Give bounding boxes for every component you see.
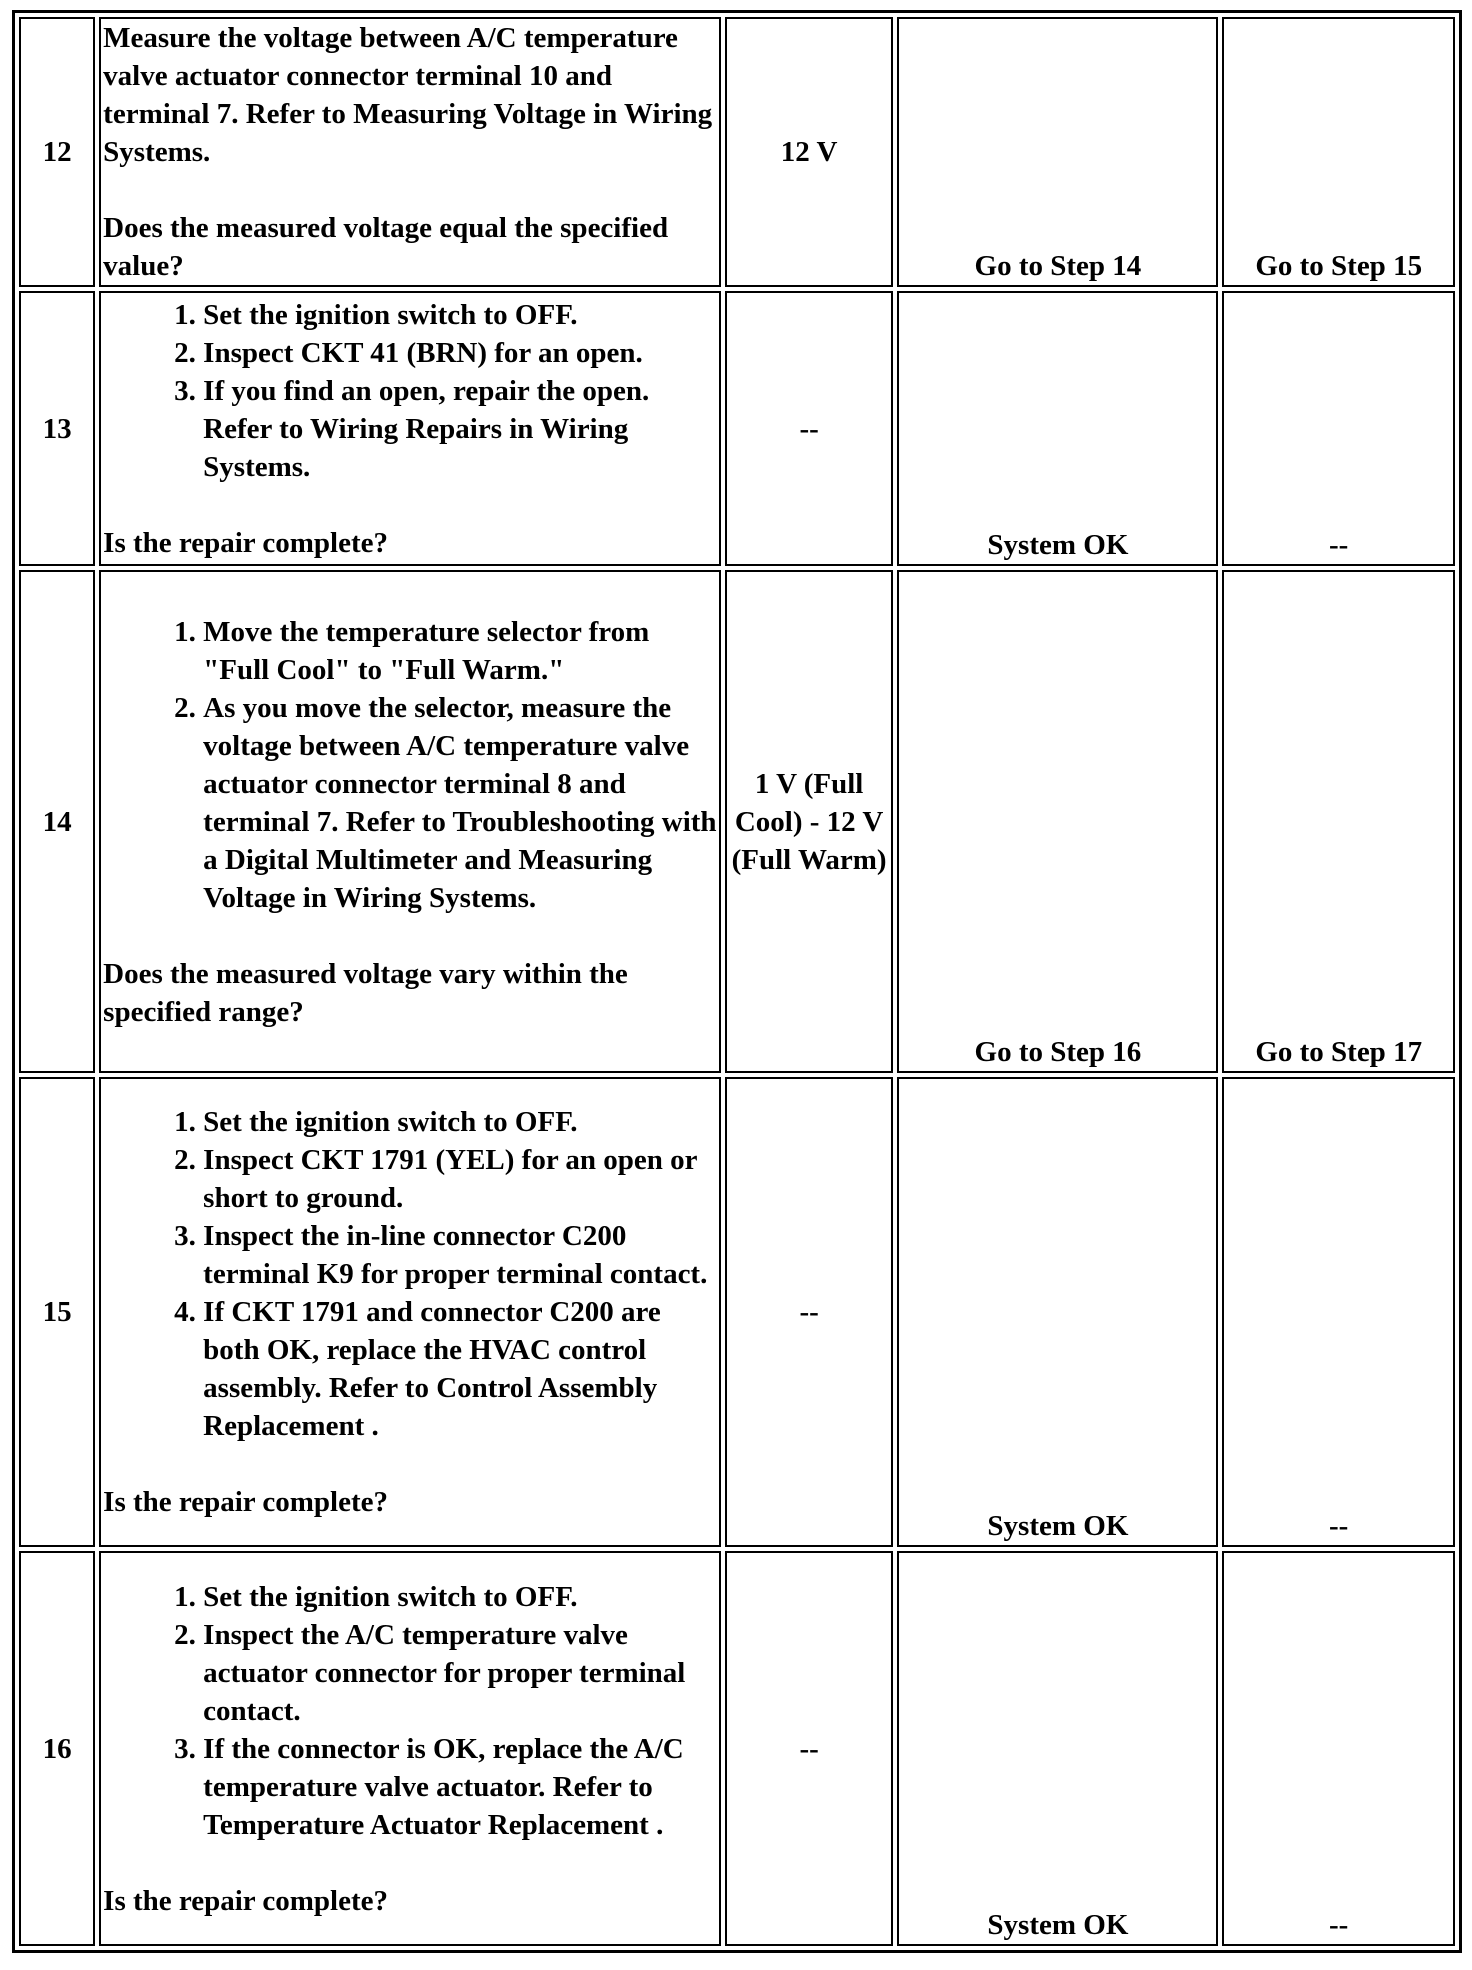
value-cell: 12 V <box>725 17 894 287</box>
value-cell: -- <box>725 291 894 566</box>
value-cell: -- <box>725 1551 894 1946</box>
action-step: 2. Inspect the A/C temperature valve actuator connector for proper terminal contact. <box>203 1616 717 1730</box>
action-steps <box>103 296 717 486</box>
step-number: 16 <box>19 1551 95 1946</box>
yes-cell: Go to Step 14 <box>897 17 1218 287</box>
action-question: Is the repair complete? <box>103 1486 389 1518</box>
table-row <box>19 1077 1455 1547</box>
no-cell: -- <box>1222 291 1455 566</box>
no-cell: Go to Step 15 <box>1222 17 1455 287</box>
action-step: 2. Inspect CKT 1791 (YEL) for an open or short to ground. <box>203 1141 717 1217</box>
yes-cell: System OK <box>897 1551 1218 1946</box>
action-step: 2. Inspect CKT 41 (BRN) for an open. <box>203 334 717 372</box>
action-cell <box>99 570 721 1073</box>
table-row <box>19 17 1455 287</box>
action-steps <box>103 613 717 917</box>
diagnostic-table <box>12 10 1462 1953</box>
action-step: 3. Inspect the in-line connector C200 terminal K9 for proper terminal contact. <box>203 1217 717 1293</box>
action-step: 2. As you move the selector, measure the voltage between A/C temperature valve actuator connector terminal 8 and terminal 7. Refer to Troubleshooting with a Digital Multimeter and Measuring Voltage in Wiring Systems. <box>203 689 717 917</box>
action-cell <box>99 17 721 287</box>
step-number: 12 <box>19 17 95 287</box>
yes-cell: Go to Step 16 <box>897 570 1218 1073</box>
action-step: 4. If CKT 1791 and connector C200 are both OK, replace the HVAC control assembly. Refer to Control Assembly Replacement . <box>203 1293 717 1445</box>
action-cell <box>99 1077 721 1547</box>
action-question: Does the measured voltage vary within the specified range? <box>103 957 628 1028</box>
value-cell: 1 V (Full Cool) - 12 V (Full Warm) <box>725 570 894 1073</box>
action-question: Is the repair complete? <box>103 1884 389 1917</box>
action-question: Is the repair complete? <box>103 526 389 559</box>
step-number: 15 <box>19 1077 95 1547</box>
action-text: Measure the voltage between A/C temperature valve actuator connector terminal 10 and terminal 7. Refer to Measuring Voltage in Wiring Systems. <box>103 22 713 168</box>
action-cell <box>99 291 721 566</box>
no-cell: Go to Step 17 <box>1222 570 1455 1073</box>
value-cell: -- <box>725 1077 894 1547</box>
action-steps <box>103 1578 717 1844</box>
yes-cell: System OK <box>897 291 1218 566</box>
step-number: 14 <box>19 570 95 1073</box>
action-step: 1. Move the temperature selector from "Full Cool" to "Full Warm." <box>203 613 717 689</box>
table-row <box>19 570 1455 1073</box>
diagnostic-page <box>12 10 1462 1953</box>
action-step: 1. Set the ignition switch to OFF. <box>203 1103 717 1141</box>
action-steps <box>103 1103 717 1445</box>
action-question: Does the measured voltage equal the specified value? <box>103 212 669 282</box>
action-step: 1. Set the ignition switch to OFF. <box>203 1578 717 1616</box>
action-cell <box>99 1551 721 1946</box>
table-row <box>19 1551 1455 1946</box>
no-cell: -- <box>1222 1077 1455 1547</box>
action-step: 3. If you find an open, repair the open. Refer to Wiring Repairs in Wiring Systems. <box>203 372 717 486</box>
table-row <box>19 291 1455 566</box>
step-number: 13 <box>19 291 95 566</box>
no-cell: -- <box>1222 1551 1455 1946</box>
action-step: 1. Set the ignition switch to OFF. <box>203 296 717 334</box>
action-step: 3. If the connector is OK, replace the A/C temperature valve actuator. Refer to Temperature Actuator Replacement . <box>203 1730 717 1844</box>
yes-cell: System OK <box>897 1077 1218 1547</box>
